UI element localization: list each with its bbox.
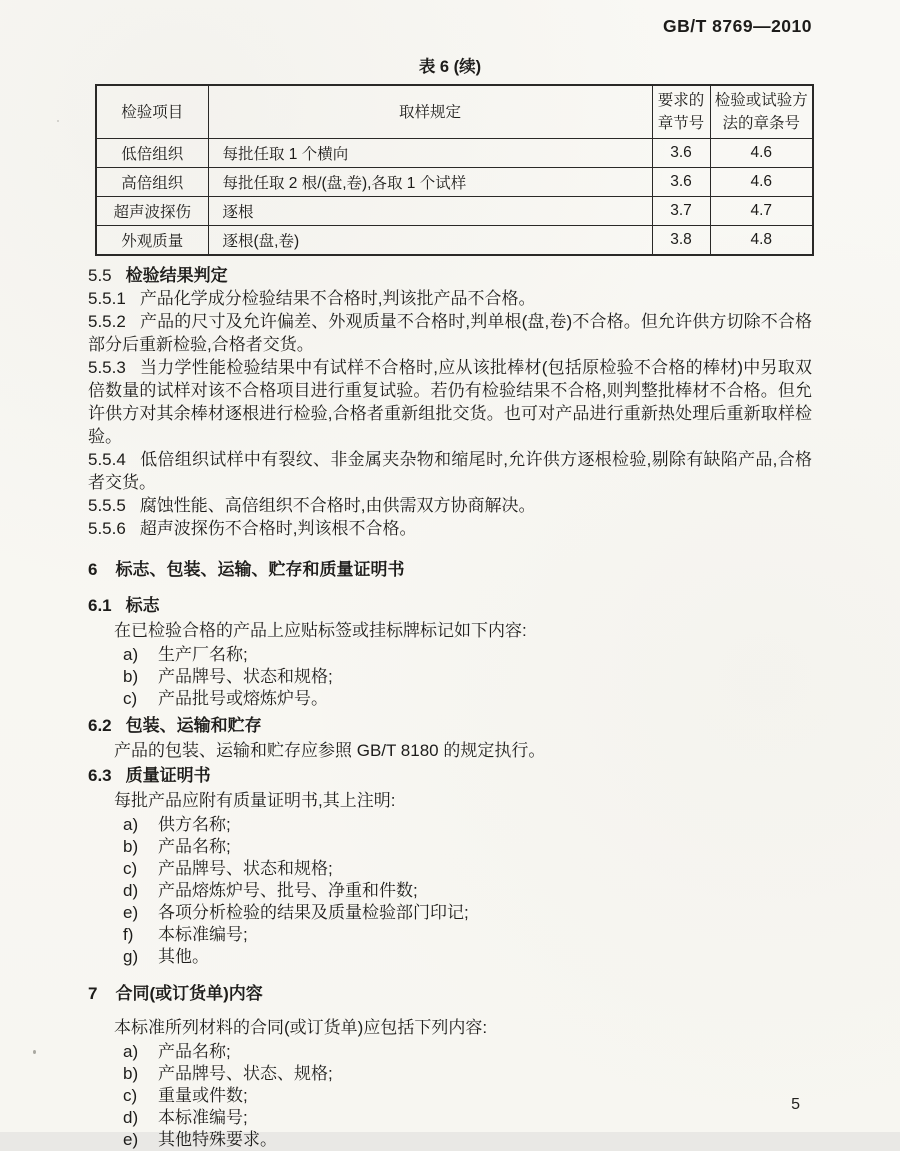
list-6-3 bbox=[88, 814, 812, 968]
list-item-text: 产品牌号、状态和规格; bbox=[158, 667, 333, 686]
list-item-text: 重量或件数; bbox=[158, 1086, 248, 1105]
list-marker: b) bbox=[123, 667, 139, 686]
subsection-number: 6.2 bbox=[88, 716, 112, 735]
list-item-text: 其他特殊要求。 bbox=[158, 1130, 277, 1149]
list-marker: d) bbox=[123, 881, 139, 900]
list-item-text: 产品熔炼炉号、批号、净重和件数; bbox=[158, 881, 418, 900]
list-item-text: 产品批号或熔炼炉号。 bbox=[158, 689, 328, 708]
paragraph-6-2-body: 产品的包装、运输和贮存应参照 GB/T 8180 的规定执行。 bbox=[114, 741, 546, 760]
subsection-6-1-heading bbox=[88, 594, 812, 617]
section-title: 合同(或订货单)内容 bbox=[115, 984, 263, 1003]
clause-text: 腐蚀性能、高倍组织不合格时,由供需双方协商解决。 bbox=[139, 496, 536, 515]
page-content bbox=[88, 0, 812, 1151]
list-item bbox=[88, 1063, 812, 1085]
clause-paragraph-5-5-4 bbox=[88, 448, 812, 494]
table-title: 表 6 (续) bbox=[418, 58, 482, 76]
clause-number: 5.5 bbox=[88, 266, 112, 285]
list-item bbox=[88, 1107, 812, 1129]
list-marker: a) bbox=[123, 815, 139, 834]
list-item bbox=[88, 946, 812, 968]
clause-paragraph-5-5-6 bbox=[88, 517, 812, 540]
subsection-6-3-heading bbox=[88, 764, 812, 787]
cell-rule: 逐根(盘,卷) bbox=[208, 226, 652, 256]
section-title: 标志、包装、运输、贮存和质量证明书 bbox=[115, 560, 405, 579]
paragraph-6-3-intro: 每批产品应附有质量证明书,其上注明: bbox=[114, 791, 396, 810]
cell-req: 3.8 bbox=[652, 226, 710, 256]
list-marker: c) bbox=[123, 859, 138, 878]
list-marker: e) bbox=[123, 903, 139, 922]
clause-paragraph-5-5-2 bbox=[88, 310, 812, 356]
col-header-item: 检验项目 bbox=[96, 85, 208, 139]
cell-item: 超声波探伤 bbox=[96, 197, 208, 226]
cell-req: 3.6 bbox=[652, 139, 710, 168]
cell-req: 3.7 bbox=[652, 197, 710, 226]
list-marker: a) bbox=[123, 645, 139, 664]
clause-5-5-heading bbox=[88, 264, 812, 287]
cell-item: 低倍组织 bbox=[96, 139, 208, 168]
clause-text: 当力学性能检验结果中有试样不合格时,应从该批棒材(包括原检验不合格的棒材)中另取双倍数量的试样对该不合格项目进行重复试验。若仍有检验结果不合格,则判整批棒材不合格。但允许供方对其余棒材逐根进行检验,合格者重新组批交货。也可对产品进行重新热处理后重新取样检验。 bbox=[88, 358, 812, 446]
table-header-row bbox=[96, 85, 813, 139]
paragraph-7-intro: 本标准所列材料的合同(或订货单)应包括下列内容: bbox=[114, 1018, 488, 1037]
clause-paragraph-5-5-5 bbox=[88, 494, 812, 517]
cell-method: 4.6 bbox=[710, 168, 813, 197]
col-header-rule: 取样规定 bbox=[208, 85, 652, 139]
list-item-text: 供方名称; bbox=[158, 815, 231, 834]
list-item bbox=[88, 1129, 812, 1151]
section-number: 7 bbox=[88, 984, 98, 1003]
list-marker: c) bbox=[123, 689, 138, 708]
list-marker: c) bbox=[123, 1086, 138, 1105]
list-item-text: 产品牌号、状态、规格; bbox=[158, 1064, 333, 1083]
list-item-text: 本标准编号; bbox=[158, 1108, 248, 1127]
list-item bbox=[88, 880, 812, 902]
clause-text: 低倍组织试样中有裂纹、非金属夹杂物和缩尾时,允许供方逐根检验,剔除有缺陷产品,合格者交货。 bbox=[88, 450, 812, 492]
table-row bbox=[96, 139, 813, 168]
clause-number: 5.5.3 bbox=[88, 358, 126, 377]
list-marker: f) bbox=[123, 925, 134, 944]
table-row bbox=[96, 168, 813, 197]
section-6-heading bbox=[88, 558, 812, 582]
cell-req: 3.6 bbox=[652, 168, 710, 197]
section-7-heading bbox=[88, 982, 812, 1006]
list-marker: a) bbox=[123, 1042, 139, 1061]
list-item-text: 其他。 bbox=[158, 947, 209, 966]
list-item bbox=[88, 644, 812, 666]
cell-rule: 逐根 bbox=[208, 197, 652, 226]
cell-method: 4.6 bbox=[710, 139, 813, 168]
clause-text: 产品的尺寸及允许偏差、外观质量不合格时,判单根(盘,卷)不合格。但允许供方切除不合格部分后重新检验,合格者交货。 bbox=[88, 312, 812, 354]
section-number: 6 bbox=[88, 560, 98, 579]
clause-number: 5.5.5 bbox=[88, 496, 126, 515]
subsection-title: 质量证明书 bbox=[125, 766, 211, 785]
list-7 bbox=[88, 1041, 812, 1151]
cell-item: 外观质量 bbox=[96, 226, 208, 256]
list-item bbox=[88, 666, 812, 688]
list-item bbox=[88, 836, 812, 858]
list-marker: g) bbox=[123, 947, 139, 966]
subsection-title: 包装、运输和贮存 bbox=[125, 716, 262, 735]
cell-method: 4.8 bbox=[710, 226, 813, 256]
list-item-text: 产品名称; bbox=[158, 1042, 231, 1061]
list-item bbox=[88, 1085, 812, 1107]
subsection-number: 6.1 bbox=[88, 596, 112, 615]
list-item-text: 产品牌号、状态和规格; bbox=[158, 859, 333, 878]
clause-text: 超声波探伤不合格时,判该根不合格。 bbox=[139, 519, 417, 538]
list-item-text: 各项分析检验的结果及质量检验部门印记; bbox=[158, 903, 469, 922]
clause-number: 5.5.2 bbox=[88, 312, 126, 331]
list-item bbox=[88, 858, 812, 880]
cell-rule: 每批任取 1 个横向 bbox=[208, 139, 652, 168]
clause-paragraph-5-5-3 bbox=[88, 356, 812, 448]
cell-method: 4.7 bbox=[710, 197, 813, 226]
list-item bbox=[88, 902, 812, 924]
clause-paragraph-5-5-1 bbox=[88, 287, 812, 310]
list-marker: d) bbox=[123, 1108, 139, 1127]
col-header-req: 要求的章节号 bbox=[652, 85, 710, 139]
list-item bbox=[88, 814, 812, 836]
table-row bbox=[96, 226, 813, 256]
table-row bbox=[96, 197, 813, 226]
clause-title: 检验结果判定 bbox=[125, 266, 228, 285]
list-marker: e) bbox=[123, 1130, 139, 1149]
clause-number: 5.5.4 bbox=[88, 450, 126, 469]
clause-text: 产品化学成分检验结果不合格时,判该批产品不合格。 bbox=[139, 289, 536, 308]
list-marker: b) bbox=[123, 837, 139, 856]
page-number: 5 bbox=[791, 1096, 800, 1113]
list-6-1 bbox=[88, 644, 812, 710]
list-item bbox=[88, 924, 812, 946]
list-item-text: 产品名称; bbox=[158, 837, 231, 856]
clause-number: 5.5.6 bbox=[88, 519, 126, 538]
col-header-method: 检验或试验方法的章条号 bbox=[710, 85, 813, 139]
cell-item: 高倍组织 bbox=[96, 168, 208, 197]
paragraph-6-1-intro: 在已检验合格的产品上应贴标签或挂标牌标记如下内容: bbox=[114, 621, 527, 640]
list-item-text: 本标准编号; bbox=[158, 925, 248, 944]
scan-speck bbox=[57, 120, 59, 122]
standard-code: GB/T 8769—2010 bbox=[662, 16, 812, 36]
list-marker: b) bbox=[123, 1064, 139, 1083]
subsection-title: 标志 bbox=[125, 596, 160, 615]
inspection-table bbox=[95, 84, 814, 256]
cell-rule: 每批任取 2 根/(盘,卷),各取 1 个试样 bbox=[208, 168, 652, 197]
list-item bbox=[88, 1041, 812, 1063]
clause-number: 5.5.1 bbox=[88, 289, 126, 308]
subsection-6-2-heading bbox=[88, 714, 812, 737]
list-item bbox=[88, 688, 812, 710]
subsection-number: 6.3 bbox=[88, 766, 112, 785]
scan-speck bbox=[33, 1050, 36, 1054]
list-item-text: 生产厂名称; bbox=[158, 645, 248, 664]
